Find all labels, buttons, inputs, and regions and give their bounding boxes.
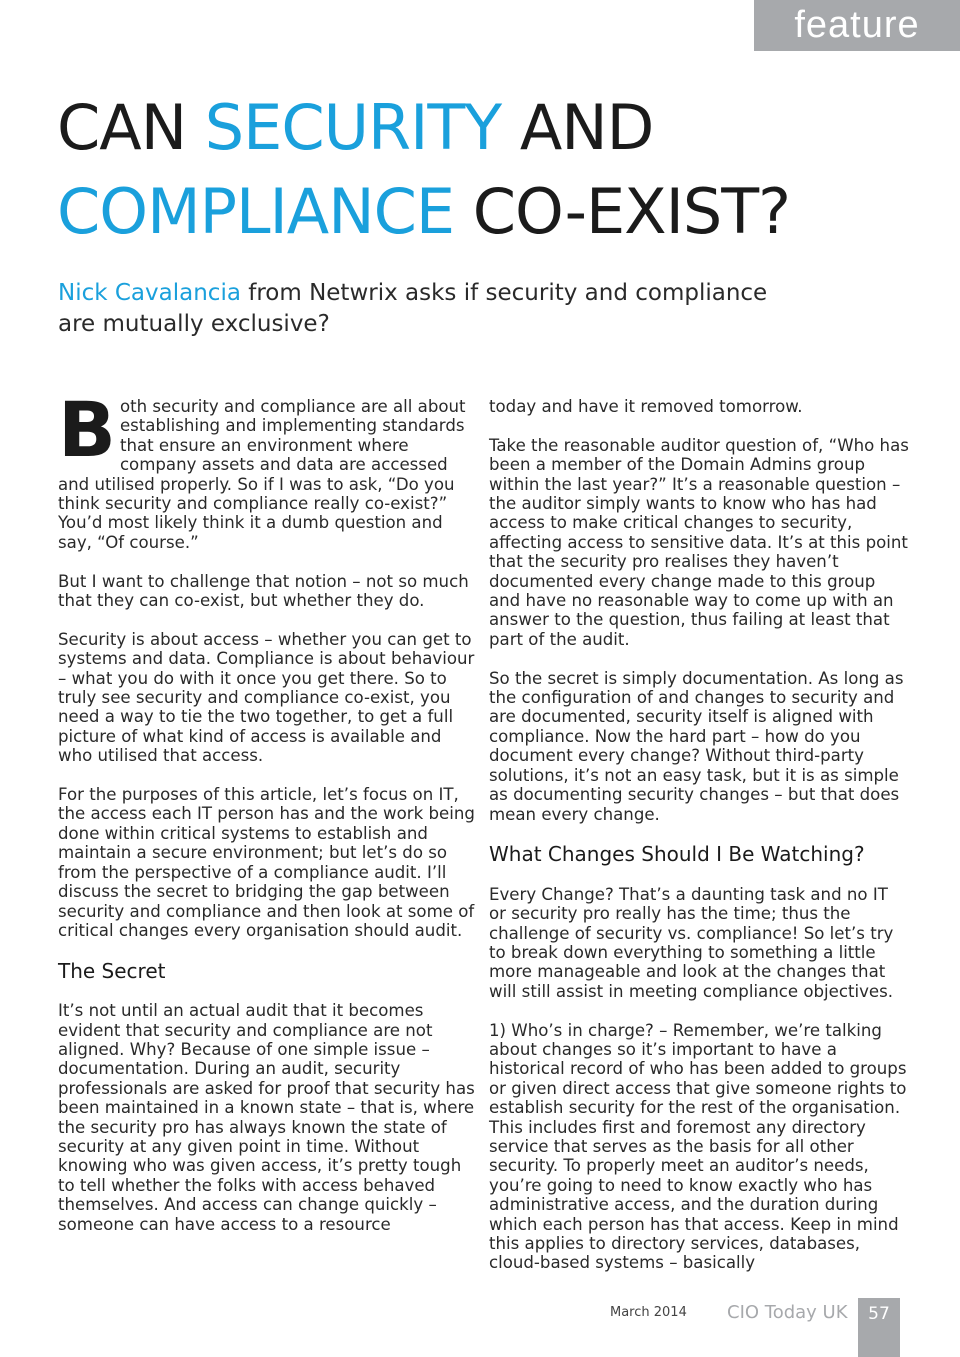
paragraph: So the secret is simply documentation. As long as the configuration of and changes to security and are documented, security itself is aligned with compliance. Now the hard part – how do you document every change? Without third-party solutions, it’s not an easy task, but it is as simple as documenting security changes – but that does mean every change.	[489, 668, 904, 824]
drop-cap: B	[58, 385, 116, 474]
headline-highlight-security: SECURITY	[204, 91, 502, 164]
right-column	[489, 397, 909, 1292]
paragraph: Every Change? That’s a daunting task and no IT or security pro really has the time; thus the challenge of security vs. compliance! So let’s try to break down everything to something a little more manageable and look at the changes that will still assist in meeting compliance objectives.	[489, 884, 894, 1001]
paragraph: For the purposes of this article, let’s focus on IT, the access each IT person has and the work being done within critical systems to establish and maintain a secure environment; but let’s do so from the perspective of a compliance audit. I’ll discuss the secret to bridging the gap between security and compliance and then look at some of critical changes every organisation should audit.	[58, 785, 475, 940]
headline-part2: AND	[501, 91, 654, 164]
paragraph: 1) Who’s in charge? – Remember, we’re talking about changes so it’s important to have a historical record of who has been added to groups or given direct access that give someone rights to establish security for the rest of the organisation. This includes first and foremost any directory service that serves as the basis for all other security. To properly meet an auditor’s needs, you’re going to need to know exactly who has administrative access, and the duration during which each person has that access. Keep in mind this applies to directory services, databases, cloud-based systems – basically	[489, 1020, 907, 1273]
author-name: Nick Cavalancia	[58, 280, 241, 306]
standfirst	[58, 278, 778, 340]
footer-publication: CIO Today UK	[727, 1302, 848, 1323]
headline	[57, 86, 917, 254]
paragraph: Take the reasonable auditor question of, “Who has been a member of the Domain Admins group within the last year?” It’s a reasonable question – the auditor simply wants to know who has had access to make critical changes to security, affecting access to sensitive data. It’s at this point that the security pro realises they haven’t documented every change made to this group and have no reasonable way to come up with an answer to the question, thus failing at least that part of the audit.	[489, 435, 909, 649]
standfirst-text: from Netwrix asks if security and compliance are mutually exclusive?	[58, 280, 768, 337]
subheading-the-secret: The Secret	[58, 958, 166, 983]
section-tab: feature	[754, 0, 960, 51]
paragraph: today and have it removed tomorrow.	[489, 397, 803, 416]
page-number: 57	[858, 1298, 900, 1357]
subheading-what-changes: What Changes Should I Be Watching?	[489, 842, 865, 867]
footer-date: March 2014	[610, 1305, 687, 1320]
headline-highlight-compliance: COMPLIANCE	[57, 175, 455, 248]
paragraph-intro-text: oth security and compliance are all about establishing and implementing standards that ensure an environment where company assets and data are accessed and utilised properly. So if I was to ask, “Do you think security and compliance really co-exist?” You’d most likely think it a dumb question and say, “Of course.”	[58, 397, 466, 552]
left-column	[58, 385, 478, 1253]
paragraph-intro	[58, 385, 478, 552]
headline-part3: CO-EXIST?	[454, 175, 791, 248]
paragraph: Security is about access – whether you can get to systems and data. Compliance is about behaviour – what you do with it once you get there. So to truly see security and compliance co-exist, you need a way to tie the two together, to get a full picture of what kind of access is available and who utilised that access.	[58, 629, 475, 766]
paragraph: But I want to challenge that notion – not so much that they can co-exist, but whether they do.	[58, 571, 469, 611]
paragraph: It’s not until an actual audit that it becomes evident that security and compliance are not aligned. Why? Because of one simple issue – documentation. During an audit, security professionals are asked for proof that security has been maintained in a known state – that is, where the security pro has always known the state of security at any given point in time. Without knowing who was given access, it’s pretty tough to tell whether the folks with access behaved themselves. And access can change quickly – someone can have access to a resource	[58, 1001, 475, 1234]
headline-part1: CAN	[57, 91, 205, 164]
